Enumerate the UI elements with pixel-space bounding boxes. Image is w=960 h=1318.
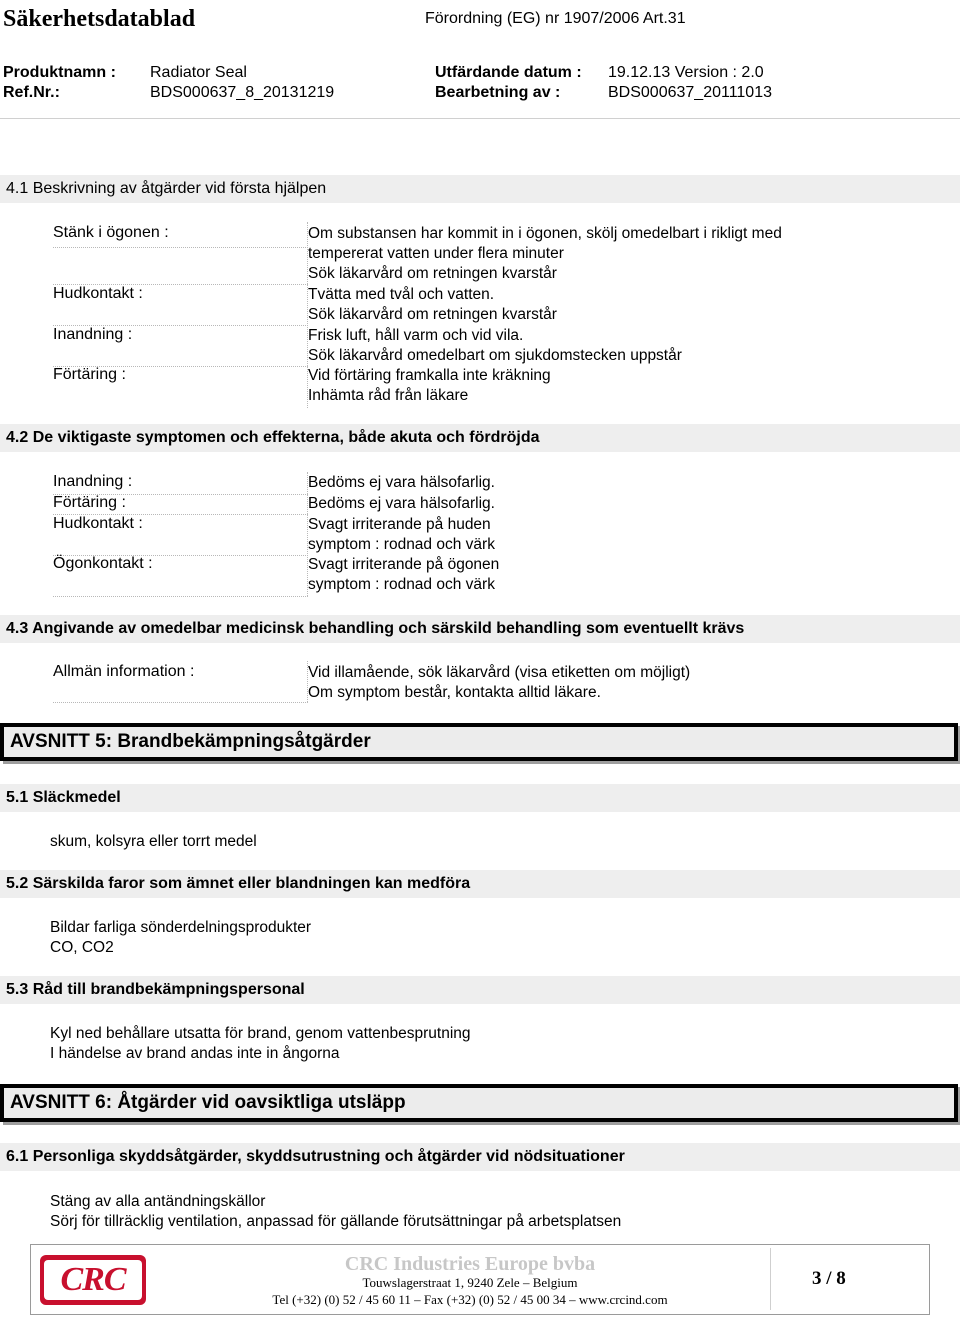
special-hazards-text bbox=[50, 918, 311, 958]
header-divider bbox=[0, 118, 960, 119]
text-line: Frisk luft, håll varm och vid vila. bbox=[308, 327, 524, 344]
section-5-title: AVSNITT 5: Brandbekämpningsåtgärder bbox=[0, 723, 958, 761]
text-line: Vid illamående, sök läkarvård (visa etiketten om möjligt) bbox=[308, 664, 691, 681]
text-line: Tvätta med tvål och vatten. bbox=[308, 286, 495, 303]
symptom-inhalation-text: Bedöms ej vara hälsofarlig. bbox=[308, 474, 495, 491]
subsection-5-2-title: 5.2 Särskilda faror som ämnet eller blandningen kan medföra bbox=[0, 870, 960, 898]
label-ingestion: Förtäring : bbox=[53, 366, 126, 383]
crc-logo bbox=[40, 1255, 146, 1305]
label-skin-contact: Hudkontakt : bbox=[53, 515, 143, 532]
text-line: CO, CO2 bbox=[50, 939, 114, 957]
row-divider bbox=[53, 702, 308, 703]
company-contact: Tel (+32) (0) 52 / 45 60 11 – Fax (+32) (0) 52 / 45 00 34 – www.crcind.com bbox=[272, 1292, 668, 1307]
text-line: Sök läkarvård om retningen kvarstår bbox=[308, 265, 557, 283]
text-line: Sörj för tillräcklig ventilation, anpassad för gällande förutsättningar på arbetsplatsen bbox=[50, 1213, 622, 1231]
eye-contact-text bbox=[308, 224, 782, 285]
text-line: Vid förtäring framkalla inte kräkning bbox=[308, 367, 551, 384]
column-divider bbox=[307, 222, 308, 408]
ref-number-value: BDS000637_8_20131219 bbox=[150, 84, 335, 101]
subsection-5-1-title: 5.1 Släckmedel bbox=[0, 784, 960, 812]
subsection-4-2-title: 4.2 De viktigaste symptomen och effekterna, både akuta och fördröjda bbox=[0, 424, 960, 452]
text-line: Bildar farliga sönderdelningsprodukter bbox=[50, 919, 312, 936]
label-eye-contact: Stänk i ögonen : bbox=[53, 224, 169, 241]
text-line: symptom : rodnad och värk bbox=[308, 536, 495, 554]
text-line: Om symptom består, kontakta alltid läkare. bbox=[308, 684, 601, 702]
label-ingestion: Förtäring : bbox=[53, 494, 126, 511]
text-line: Om substansen har kommit in i ögonen, skölj omedelbart i rikligt med bbox=[308, 225, 782, 242]
subsection-5-3-title: 5.3 Råd till brandbekämpningspersonal bbox=[0, 976, 960, 1004]
label-inhalation: Inandning : bbox=[53, 326, 133, 343]
label-eye-contact: Ögonkontakt : bbox=[53, 555, 153, 572]
label-general-information: Allmän information : bbox=[53, 663, 195, 680]
text-line: tempererat vatten under flera minuter bbox=[308, 245, 564, 263]
text-line: Sök läkarvård om retningen kvarstår bbox=[308, 306, 557, 324]
issue-date-value: 19.12.13 Version : 2.0 bbox=[608, 64, 764, 81]
document-title: Säkerhetsdatablad bbox=[3, 6, 196, 32]
regulation-text: Förordning (EG) nr 1907/2006 Art.31 bbox=[425, 10, 686, 27]
text-line: symptom : rodnad och värk bbox=[308, 576, 495, 594]
firefighter-advice-text bbox=[50, 1024, 471, 1064]
symptom-eye-text bbox=[308, 555, 499, 595]
subsection-4-3-title: 4.3 Angivande av omedelbar medicinsk behandling och särskild behandling som eventuellt krävs bbox=[0, 615, 960, 643]
company-address: Touwslagerstraat 1, 9240 Zele – Belgium bbox=[362, 1275, 578, 1290]
row-divider bbox=[53, 247, 308, 248]
text-line: Svagt irriterande på huden bbox=[308, 516, 491, 533]
ingestion-text bbox=[308, 366, 551, 406]
text-line: Stäng av alla antändningskällor bbox=[50, 1193, 266, 1210]
column-divider bbox=[307, 661, 308, 702]
subsection-6-1-title: 6.1 Personliga skyddsåtgärder, skyddsutrustning och åtgärder vid nödsituationer bbox=[0, 1143, 960, 1171]
text-line: Sök läkarvård omedelbart om sjukdomstecken uppstår bbox=[308, 347, 682, 365]
personal-precautions-text bbox=[50, 1192, 621, 1232]
symptom-ingestion-text: Bedöms ej vara hälsofarlig. bbox=[308, 495, 495, 512]
general-information-text bbox=[308, 663, 690, 703]
crc-logo-inner bbox=[44, 1260, 142, 1300]
page-number: 3 / 8 bbox=[812, 1268, 846, 1289]
column-divider bbox=[307, 472, 308, 596]
revision-label: Bearbetning av : bbox=[435, 84, 561, 101]
product-name-label: Produktnamn : bbox=[3, 64, 116, 81]
issue-date-label: Utfärdande datum : bbox=[435, 64, 582, 81]
subsection-4-1-title: 4.1 Beskrivning av åtgärder vid första hjälpen bbox=[0, 175, 960, 203]
skin-contact-text bbox=[308, 285, 557, 325]
symptom-skin-text bbox=[308, 515, 495, 555]
product-name-value: Radiator Seal bbox=[150, 64, 247, 81]
crc-logo-text: CRC bbox=[60, 1261, 126, 1298]
text-line: I händelse av brand andas inte in ångorna bbox=[50, 1045, 340, 1063]
footer-divider bbox=[770, 1248, 771, 1310]
text-line: Inhämta råd från läkare bbox=[308, 387, 469, 405]
label-inhalation: Inandning : bbox=[53, 473, 133, 490]
row-divider bbox=[53, 596, 308, 597]
text-line: Kyl ned behållare utsatta för brand, genom vattenbesprutning bbox=[50, 1025, 471, 1042]
section-6-title: AVSNITT 6: Åtgärder vid oavsiktliga utsläpp bbox=[0, 1084, 958, 1122]
extinguishing-media-text: skum, kolsyra eller torrt medel bbox=[50, 833, 257, 850]
ref-number-label: Ref.Nr.: bbox=[3, 84, 60, 101]
revision-value: BDS000637_20111013 bbox=[608, 84, 772, 101]
company-name: CRC Industries Europe bvba bbox=[344, 1253, 596, 1275]
text-line: Svagt irriterande på ögonen bbox=[308, 556, 500, 573]
inhalation-text bbox=[308, 326, 682, 366]
label-skin-contact: Hudkontakt : bbox=[53, 285, 143, 302]
